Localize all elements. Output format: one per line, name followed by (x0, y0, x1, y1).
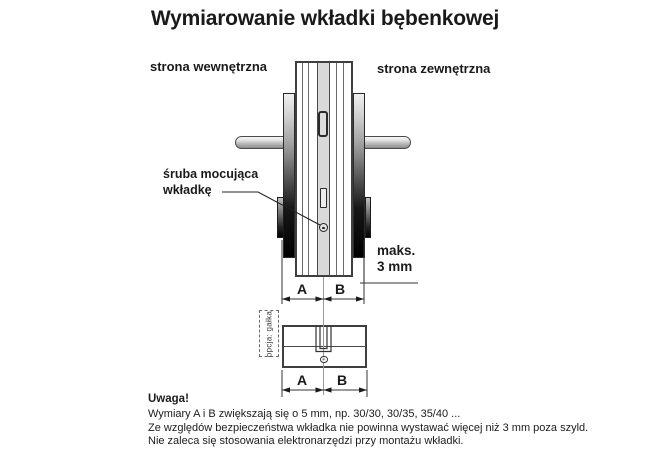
fixing-screw (319, 223, 328, 232)
outer-side-label: strona zewnętrzna (377, 61, 491, 76)
max-protrusion-line1: maks. (377, 243, 416, 258)
arrowhead (316, 387, 324, 392)
note-block (148, 393, 588, 449)
arrowhead (324, 387, 332, 392)
note-line: Ze względów bezpieczeństwa wkładka nie powinna wystawać więcej niż 3 mm poza szyld. (148, 421, 589, 434)
arrowhead (359, 387, 367, 392)
fixing-screw-dot (322, 227, 325, 230)
page-title: Wymiarowanie wkładki bębenkowej (150, 7, 500, 30)
arrowhead (316, 296, 324, 301)
door-layer-line (302, 63, 303, 275)
note-line: Wymiary A i B zwiększają się o 5 mm, np. 30/30, 30/35, 35/40 ... (148, 407, 461, 420)
inner-escutcheon-shield (283, 93, 295, 258)
arrowhead (282, 387, 290, 392)
cylinder-profile-midline (283, 346, 366, 347)
door-layer-line (336, 63, 337, 275)
keyway-slot (320, 188, 327, 208)
note-line: Nie zaleca się stosowania elektronarzędzi przy montażu wkładki. (148, 435, 464, 448)
spindle-slot (318, 111, 329, 137)
door-layer-line (343, 63, 344, 275)
knob-option-box (259, 310, 279, 357)
arrowhead (356, 296, 364, 301)
knob-option-label: opcja: gałka (264, 310, 273, 357)
cylinder-channel (317, 63, 330, 275)
door-layer-line (308, 63, 309, 275)
outer-escutcheon-shield (353, 93, 365, 258)
arrowhead (282, 296, 290, 301)
max-protrusion-line2: 3 mm (377, 259, 413, 274)
top-dim-label-a: A (296, 281, 308, 297)
max-protrusion-label (377, 243, 415, 275)
arrowhead (324, 296, 332, 301)
cylinder-end-inner (277, 197, 284, 238)
note-heading: Uwaga! (148, 393, 189, 405)
bottom-dim-label-a: A (296, 372, 308, 388)
fixing-screw-label-line2: wkładkę (163, 183, 212, 197)
outer-door-handle (364, 136, 411, 149)
cylinder-end-outer (365, 197, 372, 238)
fixing-screw-label-line1: śruba mocująca (163, 167, 259, 181)
top-dim-label-b: B (334, 281, 346, 297)
bottom-dim-label-b: B (336, 372, 348, 388)
fixing-screw-label (163, 166, 258, 198)
cylinder-fixing-screw-hole: ✳ (321, 356, 326, 363)
inner-side-label: strona wewnętrzna (150, 59, 268, 74)
inner-door-handle (235, 136, 284, 149)
